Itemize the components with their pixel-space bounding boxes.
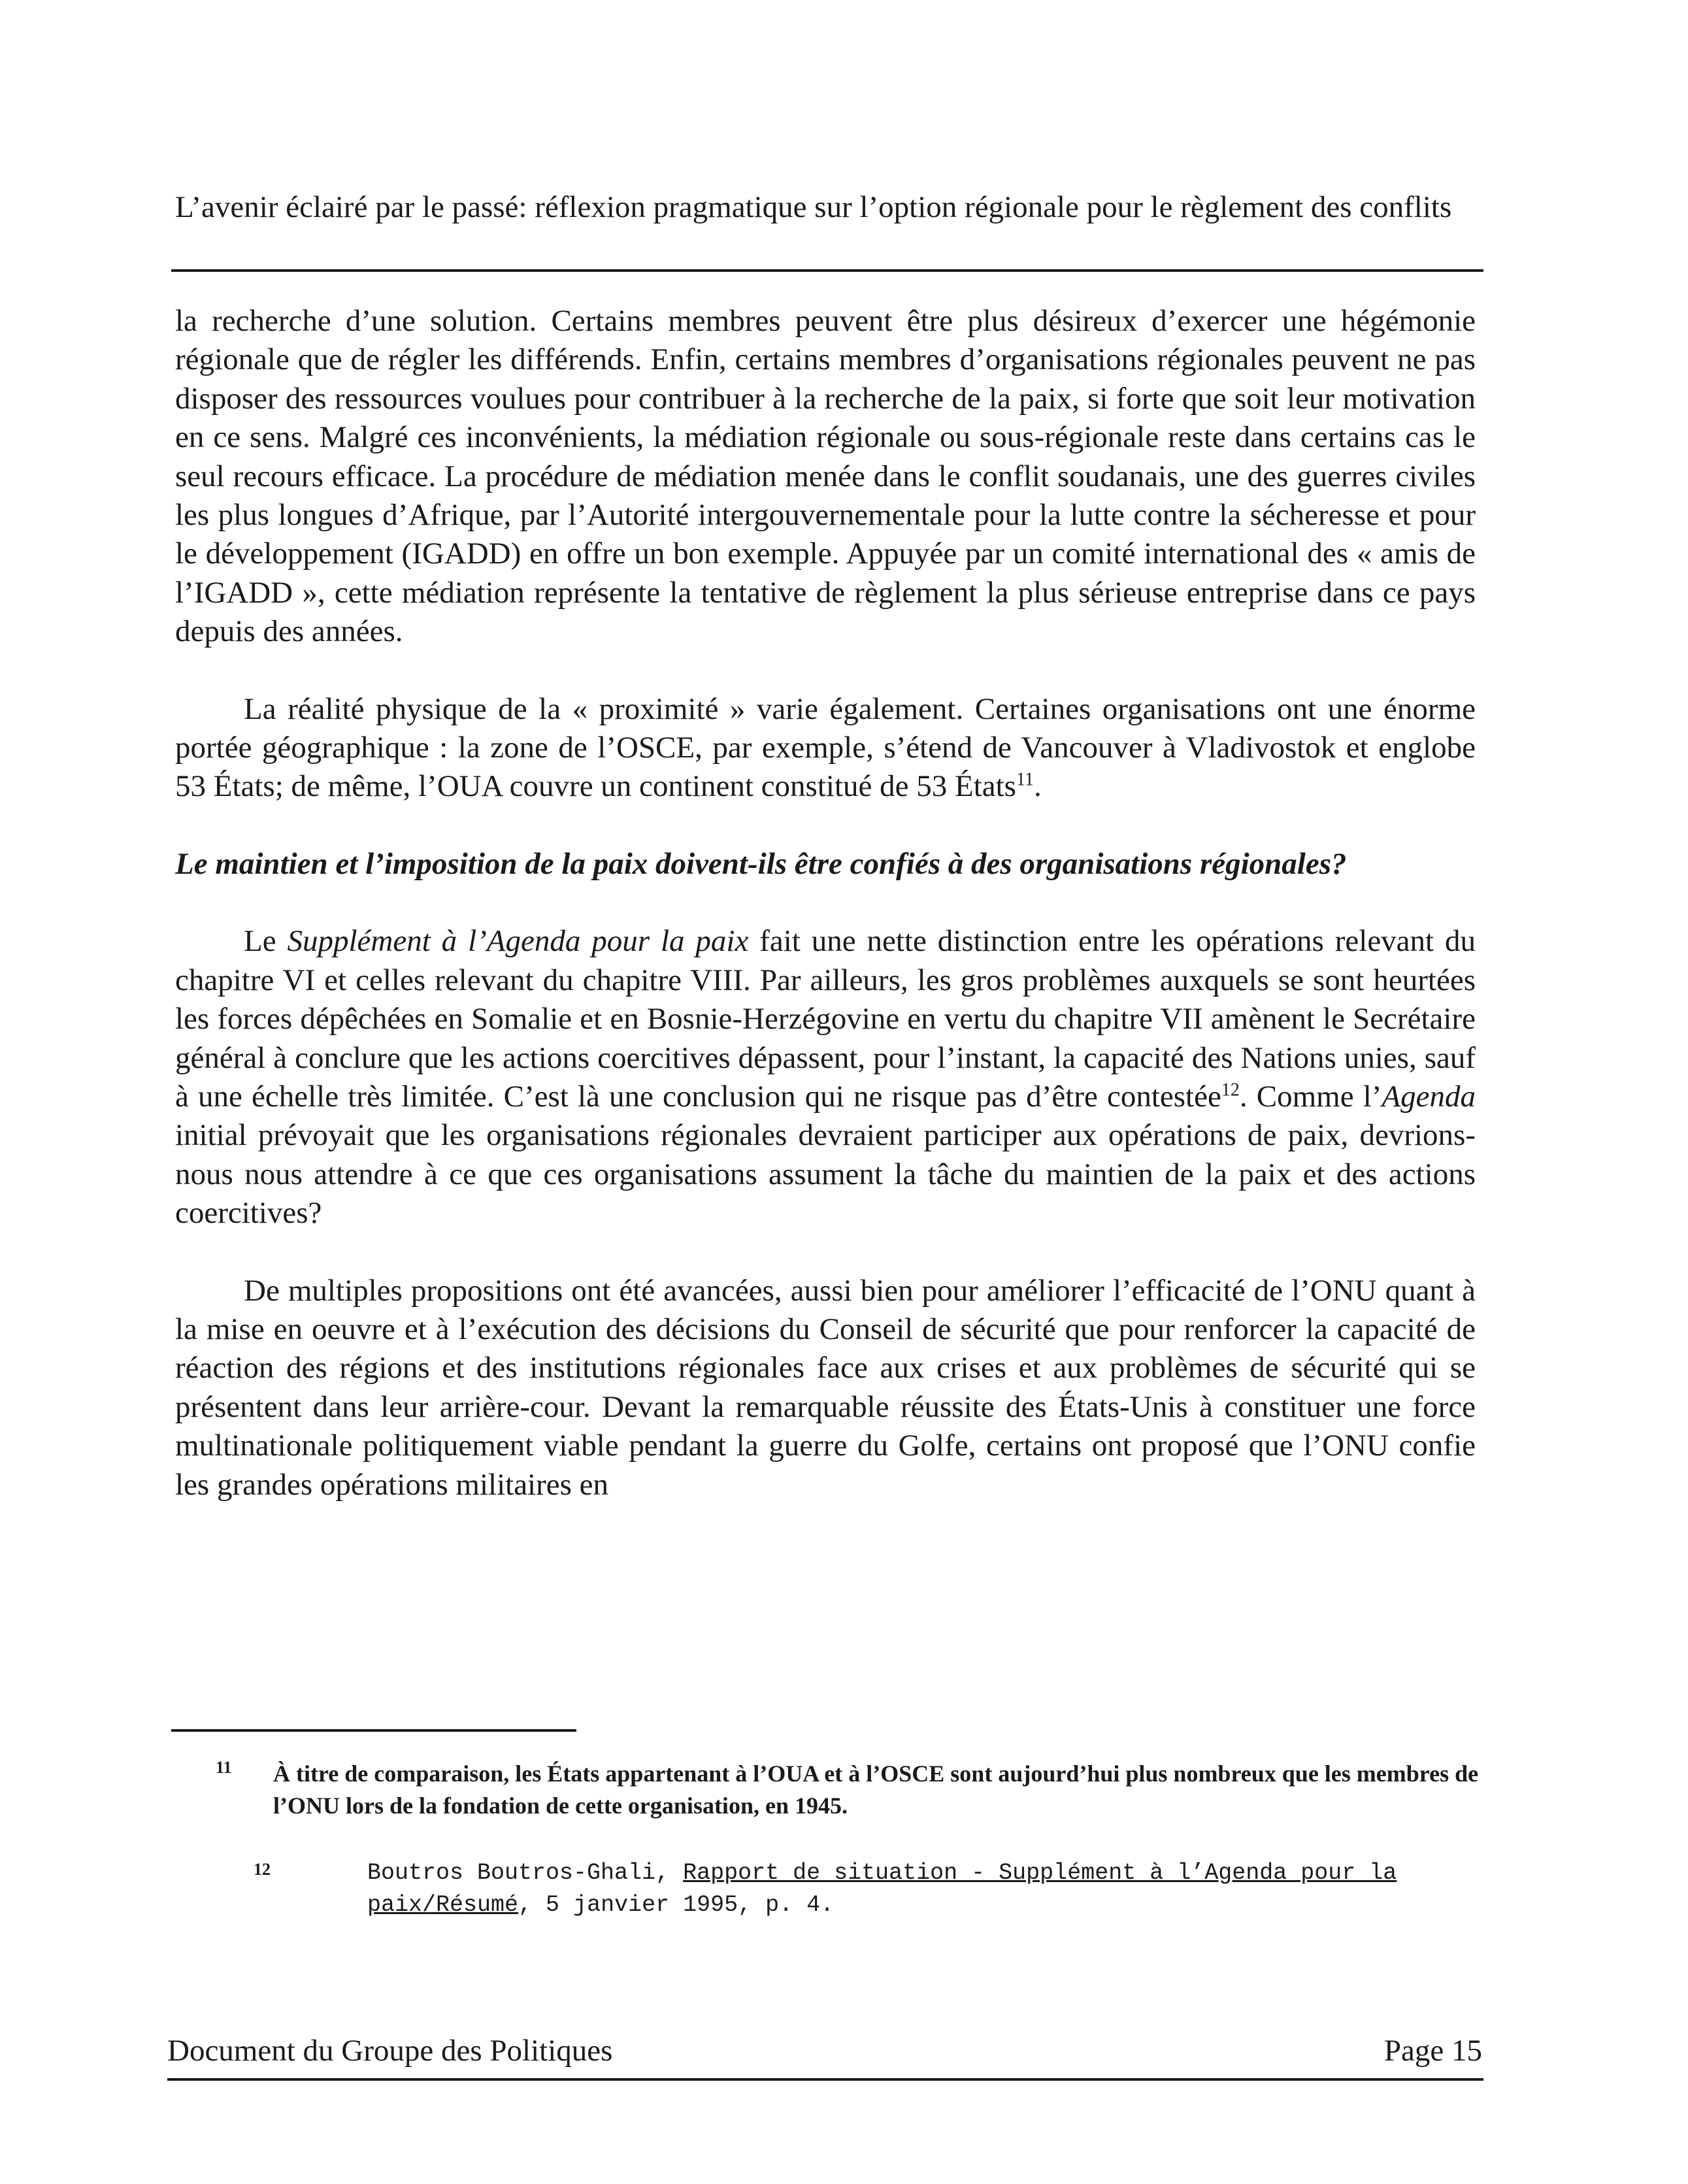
paragraph-2-text: La réalité physique de la « proximité » varie également. Certaines organisations ont une énorme portée géographique : la zone de l’OSCE, par exemple, s’étend de Vancouver à Vladivostok et englobe 53 États; de même, l’OUA couvre un continent constitué de 53 États <box>175 691 1476 804</box>
paragraph-3-text-a: Le <box>244 924 288 959</box>
paragraph-4: De multiples propositions ont été avancées, aussi bien pour améliorer l’efficacité de l’ONU quant à la mise en oeuvre et à l’exécution des décisions du Conseil de sécurité que pour renforcer la capacité de réaction des régions et des institutions régionales face aux crises et aux problèmes de sécurité qui se présentent dans leur arrière-cour. Devant la remarquable réussite des États-Unis à constituer une force multinationale politiquement viable pendant la guerre du Golfe, certains ont proposé que l’ONU confie les grandes opérations militaires en <box>175 1273 1476 1502</box>
footnote-12-details: , 5 janvier 1995, p. 4. <box>518 1892 835 1918</box>
paragraph-3-text-b: fait une nette distinction entre les opérations relevant du chapitre VI et celles relevant du chapitre VIII. Par ailleurs, les gros problèmes auxquels se sont heurtées les forces dépêchées en Somalie et en Bosnie-Herzégovine en vertu du chapitre VII amènent le Secrétaire général à conclure que les actions coercitives dépassent, pour l’instant, la capacité des Nations unies, sauf à une échelle très limitée. C’est là une conclusion qui ne risque pas d’être contestée <box>175 924 1476 1114</box>
paragraph-3-text-c: . Comme l’ <box>1239 1079 1382 1114</box>
footnote-11: À titre de comparaison, les États appartenant à l’OUA et à l’OSCE sont aujourd’hui plus nombreux que les membres de l’ONU lors de la fondation de cette organisation, en 1945. <box>273 1761 1479 1819</box>
footer-rule <box>167 2078 1483 2081</box>
paragraph-2-end: . <box>1033 769 1042 804</box>
footnote-12-marker: 12 <box>254 1860 271 1879</box>
header-rule <box>171 269 1483 272</box>
footnote-ref-11: 11 <box>1016 769 1034 790</box>
footnote-12 <box>367 1857 1491 1921</box>
footnote-12-author: Boutros Boutros-Ghali, <box>367 1860 684 1886</box>
page-number: Page 15 <box>1383 2034 1482 2068</box>
footnote-rule <box>171 1729 576 1732</box>
footnote-12-title: Rapport de situation - Supplément à l’Agenda pour la paix/Résumé <box>367 1860 1397 1918</box>
paragraph-2 <box>175 690 1476 806</box>
paragraph-3-text-d: initial prévoyait que les organisations régionales devraient participer aux opérations de paix, devrions-nous nous attendre à ce que ces organisations assument la tâche du maintien de la paix et des actions coercitives? <box>175 1118 1476 1231</box>
section-subheading: Le maintien et l’imposition de la paix doivent-ils être confiés à des organisations régionales? <box>175 846 1347 881</box>
paragraph-1: la recherche d’une solution. Certains membres peuvent être plus désireux d’exercer une hégémonie régionale que de régler les différends. Enfin, certains membres d’organisations régionales peuvent ne pas disposer des ressources voulues pour contribuer à la recherche de la paix, si forte que soit leur motivation en ce sens. Malgré ces inconvénients, la médiation régionale ou sous-régionale reste dans certains cas le seul recours efficace. La procédure de médiation menée dans le conflit soudanais, une des guerres civiles les plus longues d’Afrique, par l’Autorité intergouvernementale pour la lutte contre la sécheresse et pour le développement (IGADD) en offre un bon exemple. Appuyée par un comité international des « amis de l’IGADD », cette médiation représente la tentative de règlement la plus sérieuse entreprise dans ce pays depuis des années. <box>175 304 1476 649</box>
body-text <box>175 302 1476 1504</box>
footnote-ref-12: 12 <box>1221 1080 1240 1100</box>
footnote-11-marker: 11 <box>216 1758 232 1777</box>
agenda-title: Agenda <box>1382 1079 1476 1114</box>
running-header: L’avenir éclairé par le passé: réflexion pragmatique sur l’option régionale pour le règlement des conflits <box>175 190 1452 224</box>
paragraph-3 <box>175 922 1476 1233</box>
footer-document-title: Document du Groupe des Politiques <box>167 2034 613 2068</box>
agenda-supplement-title: Supplément à l’Agenda pour la paix <box>287 924 749 959</box>
